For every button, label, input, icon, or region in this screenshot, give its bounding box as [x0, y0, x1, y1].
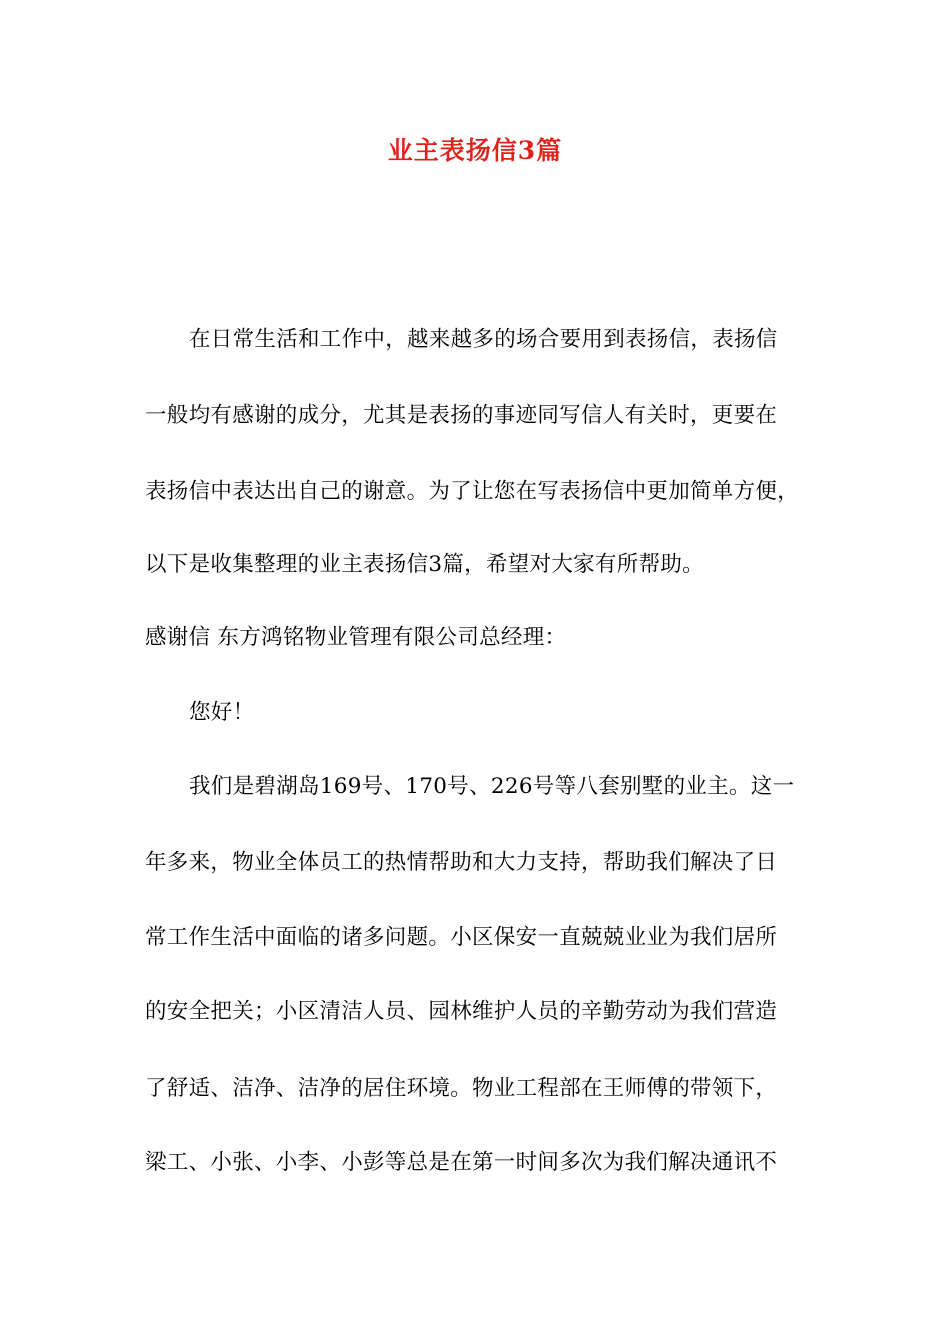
paragraph-line: 一般均有感谢的成分，尤其是表扬的事迹同写信人有关时，更要在 — [145, 403, 778, 428]
paragraph-line: 在日常生活和工作中，越来越多的场合要用到表扬信，表扬信 — [189, 327, 778, 352]
paragraph-line: 的安全把关；小区清洁人员、园林维护人员的辛勤劳动为我们营造 — [145, 999, 778, 1024]
letter-heading-line: 感谢信 东方鸿铭物业管理有限公司总经理： — [145, 625, 567, 650]
document-title: 业主表扬信3篇 — [387, 136, 563, 165]
paragraph-line: 梁工、小张、小李、小彭等总是在第一时间多次为我们解决通讯不 — [145, 1150, 778, 1175]
paragraph-line: 表扬信中表达出自己的谢意。为了让您在写表扬信中更加简单方便， — [145, 479, 800, 504]
paragraph-line: 年多来，物业全体员工的热情帮助和大力支持，帮助我们解决了日 — [145, 850, 778, 875]
paragraph-line: 以下是收集整理的业主表扬信3篇，希望对大家有所帮助。 — [145, 552, 704, 577]
paragraph-line: 了舒适、洁净、洁净的居住环境。物业工程部在王师傅的带领下， — [145, 1076, 778, 1101]
paragraph-line: 常工作生活中面临的诸多问题。小区保安一直兢兢业业为我们居所 — [145, 925, 778, 950]
paragraph-line: 我们是碧湖岛169号、170号、226号等八套别墅的业主。这一 — [189, 774, 795, 799]
greeting-line: 您好！ — [189, 700, 255, 725]
